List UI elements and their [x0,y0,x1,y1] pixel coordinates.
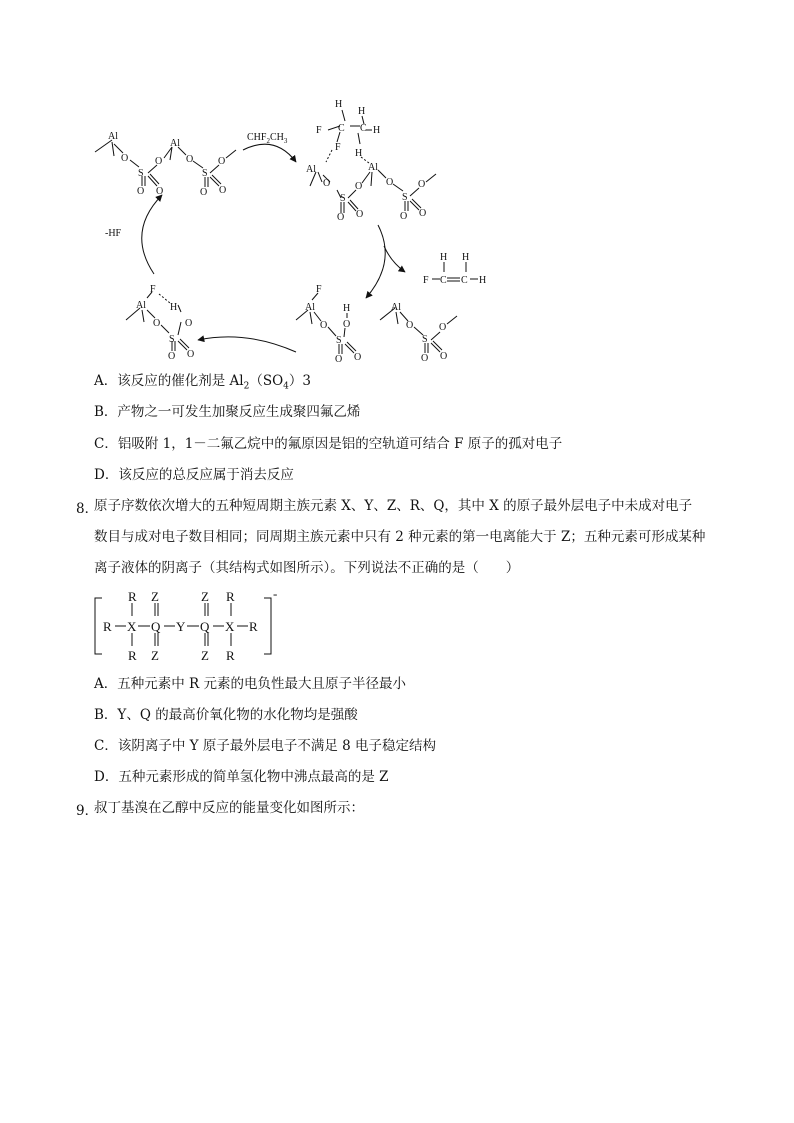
svg-text:Z: Z [201,589,209,604]
svg-text:Al: Al [108,131,118,142]
svg-text:Al: Al [306,164,316,175]
svg-text:H: H [170,302,178,313]
svg-text:R: R [128,589,137,604]
svg-text:R: R [226,648,235,663]
svg-text:F: F [316,284,322,295]
svg-text:O: O [155,156,163,167]
svg-text:O: O [137,186,145,197]
svg-text:H: H [479,275,487,286]
svg-text:R: R [226,589,235,604]
svg-text:F: F [335,142,341,153]
q8-stem-line-1: 原子序数依次增大的五种短周期主族元素 X、Y、Z、R、Q，其中 X 的原子最外层电子中未成对电子 [94,498,693,514]
q8-stem-line-2: 数目与成对电子数目相同；同周期主族元素中只有 2 种元素的第一电离能大于 Z；五种元素可形成某种 [94,529,706,545]
svg-text:Z: Z [151,589,159,604]
q8-option-d: D．五种元素形成的简单氢化物中沸点最高的是 Z [94,769,389,785]
svg-text:C: C [461,275,468,286]
svg-text:F: F [150,284,156,295]
svg-text:Y: Y [176,619,186,634]
q7-option-c: C．铝吸附 1，1－二氟乙烷中的氟原因是铝的空轨道可结合 F 原子的孤对电子 [94,436,563,452]
svg-text:O: O [440,351,448,362]
svg-text:F: F [316,125,322,136]
svg-text:H: H [373,125,381,136]
svg-text:H: H [462,252,470,263]
svg-text:C: C [360,123,367,134]
svg-text:O: O [356,209,364,220]
svg-text:O: O [121,153,129,164]
svg-text:O: O [156,186,164,197]
svg-text:F: F [423,275,429,286]
svg-text:Al: Al [170,138,180,149]
svg-text:O: O [320,320,328,331]
svg-text:O: O [153,318,161,329]
q8-stem-line-3: 离子液体的阴离子（其结构式如图所示）。下列说法不正确的是（ ） [94,560,520,576]
q7-option-a: A．该反应的催化剂是 $Al_2(SO_4)3$ [94,373,311,392]
svg-text:O: O [185,318,193,329]
svg-text:O: O [419,208,427,219]
svg-text:O: O [343,319,351,330]
svg-text:R: R [103,619,112,634]
svg-text:R: R [249,619,258,634]
svg-text:O: O [168,351,176,362]
svg-text:O: O [355,181,363,192]
svg-text:H: H [440,252,448,263]
svg-text:C: C [338,123,345,134]
svg-text:O: O [354,352,362,363]
svg-text:O: O [335,354,343,365]
svg-text:R: R [128,648,137,663]
svg-text:O: O [200,187,208,198]
svg-text:Al: Al [305,302,315,313]
svg-text:H: H [358,106,366,117]
q8-number: 8． [76,501,99,517]
svg-text:S: S [138,168,144,179]
svg-text:Q: Q [151,619,161,634]
svg-text:O: O [337,212,345,223]
svg-text:X: X [127,619,137,634]
svg-text:O: O [186,154,194,165]
q7-option-b: B．产物之一可发生加聚反应生成聚四氟乙烯 [94,404,361,420]
q9-stem: 叔丁基溴在乙醇中反应的能量变化如图所示： [94,800,364,816]
svg-text:O: O [439,322,447,333]
svg-text:-: - [273,586,278,601]
svg-text:S: S [336,335,342,346]
svg-text:Al: Al [136,300,146,311]
svg-text:O: O [187,349,195,360]
svg-text:Al: Al [391,302,401,313]
svg-text:S: S [340,193,346,204]
svg-text:O: O [421,353,429,364]
svg-text:H: H [335,99,343,110]
svg-text:H: H [343,303,351,314]
svg-text:C: C [440,275,447,286]
byproduct-label: -HF [105,228,122,239]
svg-text:S: S [402,192,408,203]
svg-text:O: O [400,211,408,222]
svg-text:O: O [323,178,331,189]
svg-text:O: O [406,320,414,331]
svg-text:Al: Al [368,162,378,173]
q8-option-b: B．Y、Q 的最高价氧化物的水化物均是强酸 [94,707,358,723]
svg-text:Z: Z [151,648,159,663]
svg-text:H: H [355,148,363,159]
svg-text:X: X [225,619,235,634]
q8-option-a: A．五种元素中 R 元素的电负性最大且原子半径最小 [94,676,406,692]
svg-text:O: O [218,156,226,167]
svg-text:Z: Z [201,648,209,663]
svg-text:S: S [202,168,208,179]
q8-option-c: C．该阴离子中 Y 原子最外层电子不满足 8 电子稳定结构 [94,738,436,754]
svg-text:S: S [422,334,428,345]
q9-number: 9． [76,803,99,819]
svg-text:O: O [219,185,227,196]
q7-option-d: D．该反应的总反应属于消去反应 [94,467,294,483]
reagent-label: $CHF_2CH_3$ [247,132,288,145]
svg-text:O: O [386,177,394,188]
svg-text:O: O [418,179,426,190]
svg-text:S: S [169,334,175,345]
svg-text:Q: Q [200,619,210,634]
